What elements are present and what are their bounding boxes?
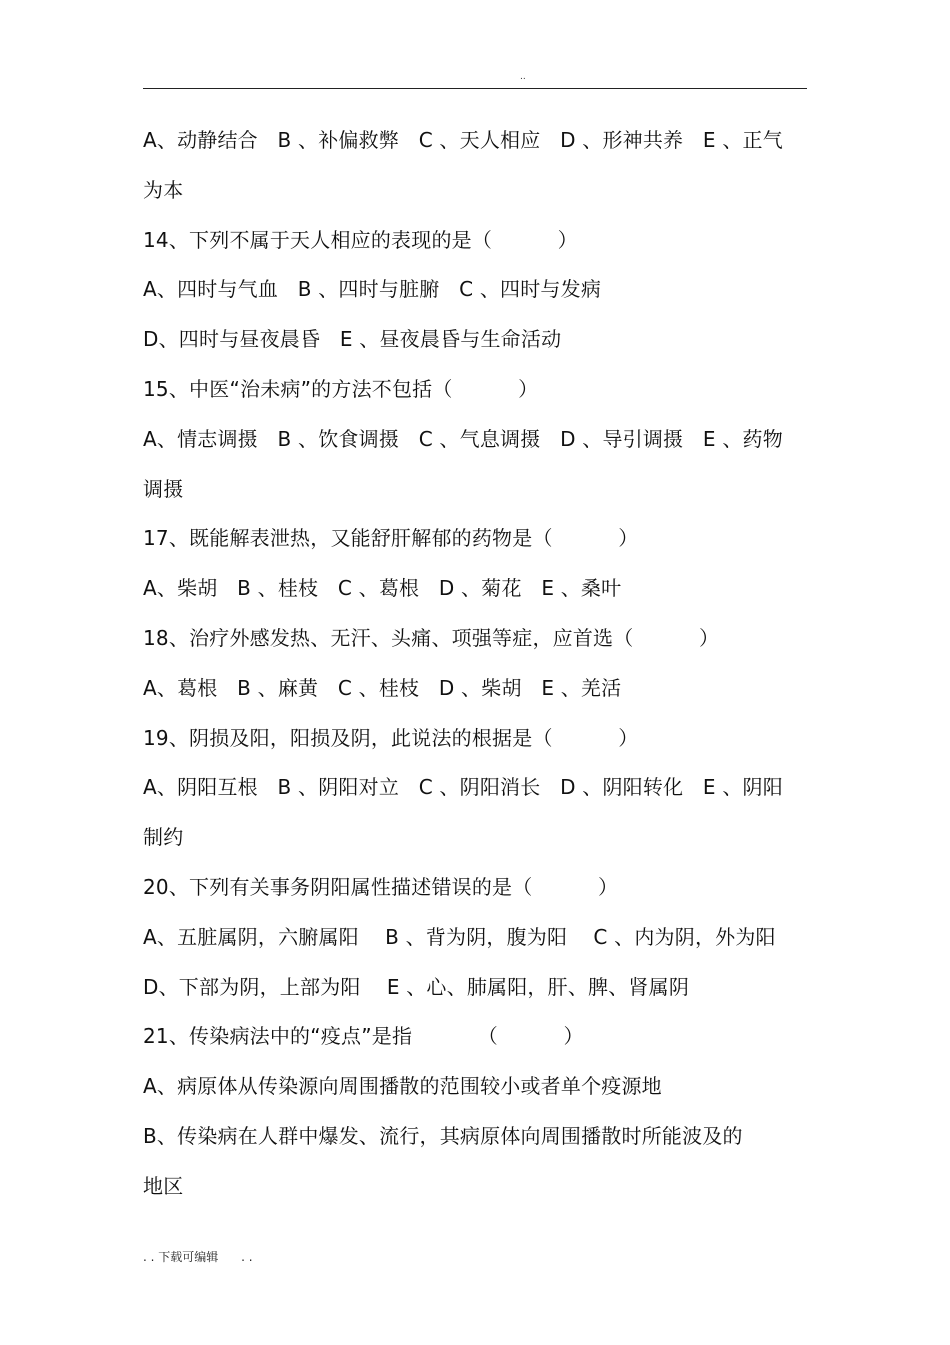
text-line: 地区 — [143, 1173, 184, 1198]
question-17: 17、既能解表泄热，又能舒肝解郁的药物是（ ） — [143, 526, 639, 551]
options-line: A、阴阳互根 B 、阴阳对立 C 、阴阳消长 D 、阴阳转化 E 、阴阳 — [143, 775, 783, 800]
text-line: 为本 — [143, 177, 184, 202]
options-line: B、传染病在人群中爆发、流行，其病原体向周围播散时所能波及的 — [143, 1123, 743, 1148]
text-line: 调摄 — [143, 476, 184, 501]
options-line: A、病原体从传染源向周围播散的范围较小或者单个疫源地 — [143, 1074, 662, 1099]
options-line: D、四时与昼夜晨昏 E 、昼夜晨昏与生命活动 — [143, 327, 562, 352]
options-line: A、五脏属阴，六腑属阳 B 、背为阴，腹为阳 C 、内为阴，外为阳 — [143, 924, 776, 949]
options-line: A、葛根 B 、麻黄 C 、桂枝 D 、柴胡 E 、羌活 — [143, 675, 622, 700]
text-line: A、动静结合 B 、补偏救弊 C 、天人相应 D 、形神共养 E 、正气 — [143, 128, 783, 152]
question-19: 19、阴损及阳，阳损及阴，此说法的根据是（ ） — [143, 725, 639, 750]
question-21: 21、传染病法中的“疫点”是指 （ ） — [143, 1024, 584, 1049]
header-mark: .. — [520, 72, 526, 82]
header-rule — [143, 88, 807, 89]
question-18: 18、治疗外感发热、无汗、头痛、项强等症，应首选（ ） — [143, 625, 720, 650]
options-line: A、四时与气血 B 、四时与脏腑 C 、四时与发病 — [143, 277, 602, 302]
question-body — [143, 116, 823, 1212]
options-line: D、下部为阴，上部为阳 E 、心、肺属阳，肝、脾、肾属阴 — [143, 974, 690, 999]
footer-text: . . 下载可编辑 . . — [143, 1250, 253, 1264]
text-line: 制约 — [143, 825, 184, 850]
options-line: A、情志调摄 B 、饮食调摄 C 、气息调摄 D 、导引调摄 E 、药物 — [143, 426, 783, 451]
question-20: 20、下列有关事务阴阳属性描述错误的是（ ） — [143, 874, 619, 899]
question-15: 15、中医“治未病”的方法不包括（ ） — [143, 376, 539, 401]
question-14: 14、下列不属于天人相应的表现的是（ ） — [143, 227, 578, 252]
options-line: A、柴胡 B 、桂枝 C 、葛根 D 、菊花 E 、桑叶 — [143, 576, 622, 601]
